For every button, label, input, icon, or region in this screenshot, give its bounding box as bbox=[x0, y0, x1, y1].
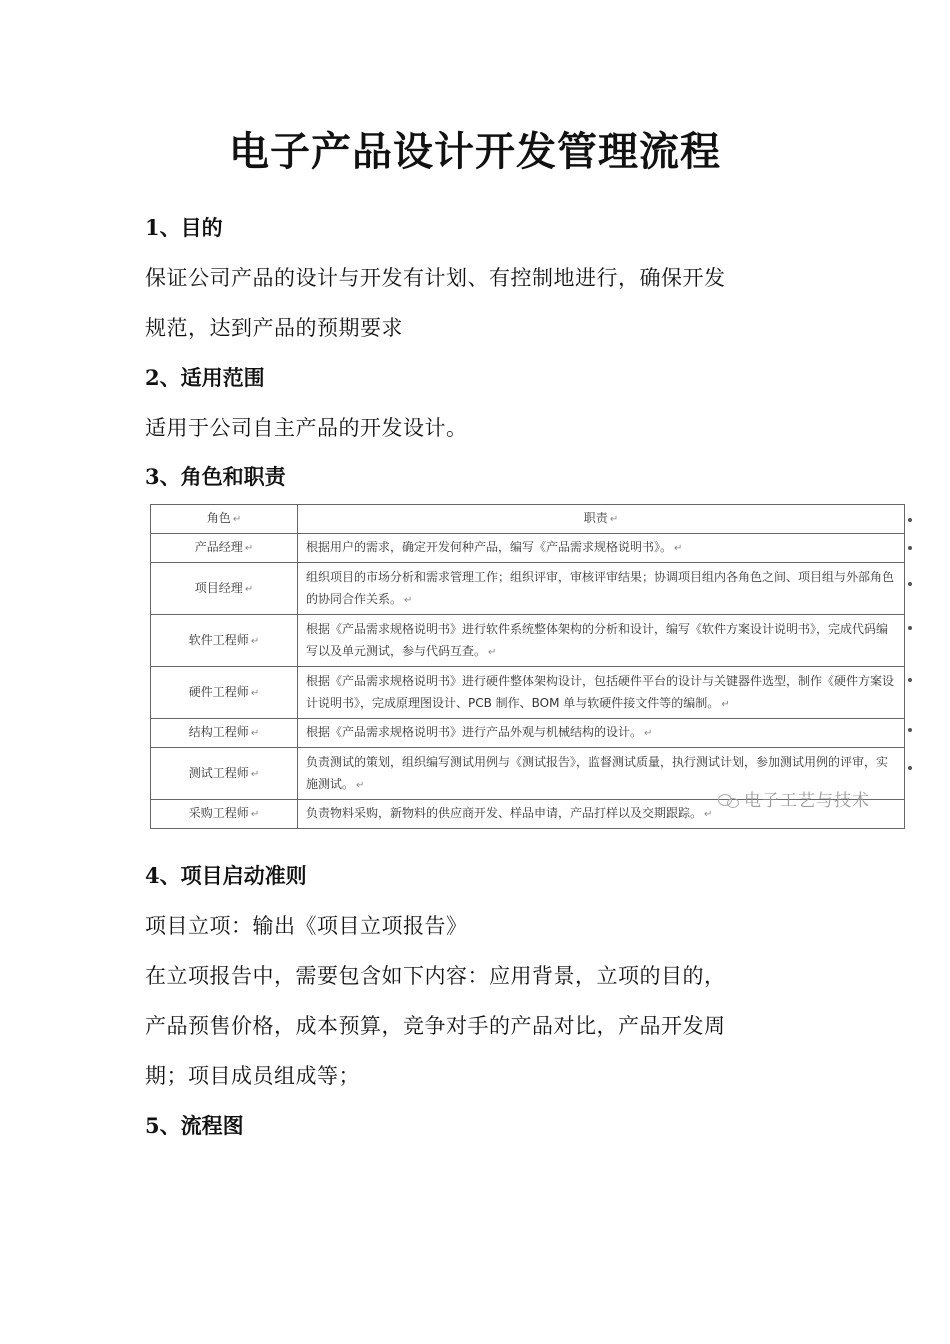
kickoff-line-4: 期；项目成员组成等； bbox=[145, 1064, 360, 1088]
roles-table bbox=[150, 504, 905, 829]
section-heading-scope: 2、适用范围 bbox=[145, 365, 265, 390]
table-row bbox=[151, 719, 905, 748]
role-cell: 产品经理 ↵ bbox=[151, 534, 298, 563]
edge-mark bbox=[908, 546, 912, 550]
section-heading-roles: 3、角色和职责 bbox=[145, 464, 286, 489]
duty-cell: 负责物料采购，新物料的供应商开发、样品申请，产品打样以及交期跟踪。 ↵ bbox=[298, 800, 905, 829]
duty-cell: 根据《产品需求规格说明书》进行软件系统整体架构的分析和设计，编写《软件方案设计说明书》，完成代码编写以及单元测试，参与代码互查。 ↵ bbox=[298, 615, 905, 667]
header-role: 角色 ↵ bbox=[151, 505, 298, 534]
purpose-line-1: 保证公司产品的设计与开发有计划、有控制地进行，确保开发 bbox=[145, 266, 726, 290]
section-heading-flowchart: 5、流程图 bbox=[145, 1113, 244, 1138]
duty-cell: 组织项目的市场分析和需求管理工作；组织评审，审核评审结果；协调项目组内各角色之间、项目组与外部角色的协同合作关系。 ↵ bbox=[298, 563, 905, 615]
role-cell: 硬件工程师 ↵ bbox=[151, 667, 298, 719]
roles-table-image bbox=[150, 504, 912, 824]
wechat-icon bbox=[718, 792, 740, 808]
kickoff-line-2: 在立项报告中，需要包含如下内容：应用背景，立项的目的， bbox=[145, 964, 726, 988]
document-title: 电子产品设计开发管理流程 bbox=[229, 128, 721, 175]
table-row bbox=[151, 615, 905, 667]
table-header-row bbox=[151, 505, 905, 534]
role-cell: 采购工程师 ↵ bbox=[151, 800, 298, 829]
edge-mark bbox=[908, 582, 912, 586]
duty-cell: 根据《产品需求规格说明书》进行硬件整体架构设计，包括硬件平台的设计与关键器件选型，制作《硬件方案设计说明书》，完成原理图设计、PCB 制作、BOM 单与软硬件接文件等的编制。 ↵ bbox=[298, 667, 905, 719]
edge-mark bbox=[908, 728, 912, 732]
role-cell: 测试工程师 ↵ bbox=[151, 748, 298, 800]
scope-line-1: 适用于公司自主产品的开发设计。 bbox=[145, 416, 468, 440]
table-row bbox=[151, 534, 905, 563]
duty-cell: 负责测试的策划，组织编写测试用例与《测试报告》，监督测试质量，执行测试计划，参加测试用例的评审，实施测试。 ↵ bbox=[298, 748, 905, 800]
table-row bbox=[151, 563, 905, 615]
section-heading-kickoff: 4、项目启动准则 bbox=[145, 863, 307, 888]
kickoff-line-1: 项目立项：输出《项目立项报告》 bbox=[145, 914, 468, 938]
purpose-line-2: 规范，达到产品的预期要求 bbox=[145, 316, 403, 340]
edge-mark bbox=[908, 626, 912, 630]
edge-mark bbox=[908, 678, 912, 682]
kickoff-line-3: 产品预售价格，成本预算，竞争对手的产品对比，产品开发周 bbox=[145, 1014, 726, 1038]
watermark: 电子工艺与技术 bbox=[718, 786, 870, 811]
header-duty: 职责 ↵ bbox=[298, 505, 905, 534]
section-heading-purpose: 1、目的 bbox=[145, 215, 223, 240]
role-cell: 项目经理 ↵ bbox=[151, 563, 298, 615]
table-row bbox=[151, 667, 905, 719]
edge-mark bbox=[908, 766, 912, 770]
role-cell: 软件工程师 ↵ bbox=[151, 615, 298, 667]
duty-cell: 根据《产品需求规格说明书》进行产品外观与机械结构的设计。 ↵ bbox=[298, 719, 905, 748]
edge-mark bbox=[908, 518, 912, 522]
role-cell: 结构工程师 ↵ bbox=[151, 719, 298, 748]
duty-cell: 根据用户的需求，确定开发何种产品，编写《产品需求规格说明书》。 ↵ bbox=[298, 534, 905, 563]
